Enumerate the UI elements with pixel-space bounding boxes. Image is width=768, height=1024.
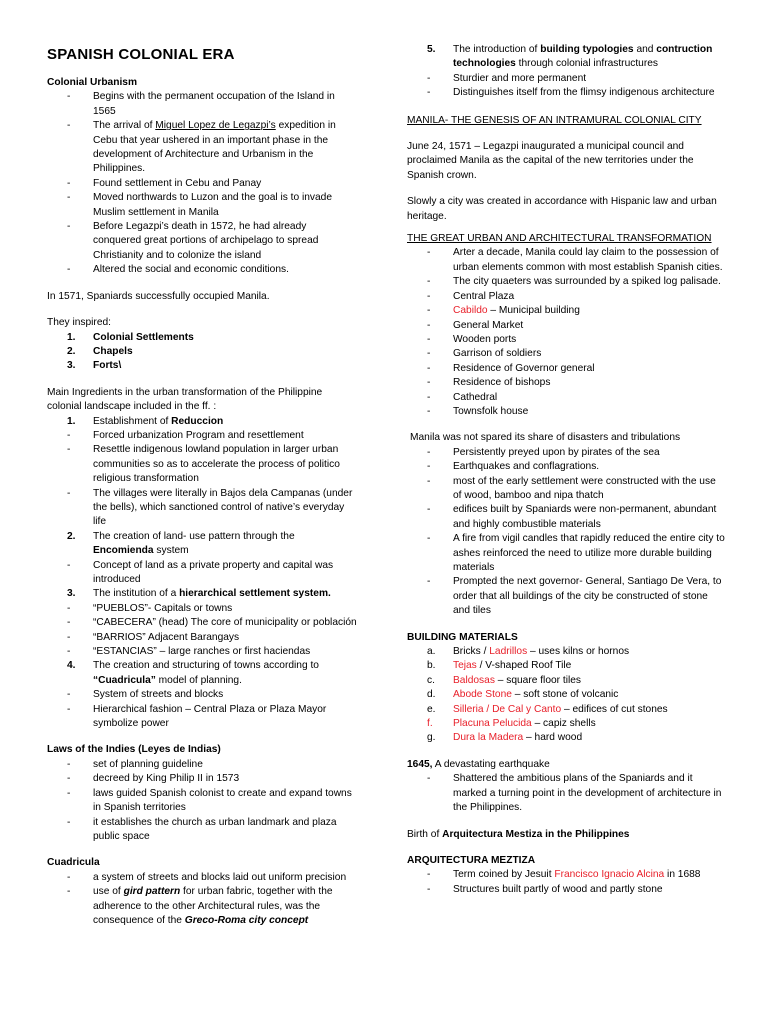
list-item: - Earthquakes and conflagrations. bbox=[427, 461, 600, 473]
list-item: 3. Forts\ bbox=[67, 360, 122, 372]
meztiza-list bbox=[407, 868, 727, 897]
item5-list bbox=[407, 43, 727, 101]
cuadricula-list bbox=[47, 871, 357, 929]
list-item: - use of gird pattern for urban fabric, together with the adherence to the other Architectural rules, was the consequence of the Greco-Roma city concept bbox=[67, 886, 333, 926]
list-item: 5. The introduction of building typologies and contruction technologies through colonial infrastructures bbox=[427, 44, 713, 70]
list-item: - Structures built partly of wood and partly stone bbox=[427, 883, 663, 895]
list-item: 2. The creation of land- use pattern through the Encomienda system bbox=[67, 530, 295, 557]
earthquake-line: 1645, A devastating earthquake bbox=[407, 758, 550, 770]
earthquake-list bbox=[407, 772, 727, 815]
colonial-urbanism-heading: Colonial Urbanism bbox=[47, 77, 138, 88]
manila-heading: MANILA- THE GENESIS OF AN INTRAMURAL COLONIAL CITY bbox=[407, 114, 702, 126]
great-transformation-heading: THE GREAT URBAN AND ARCHITECTURAL TRANSFORMATION bbox=[407, 233, 712, 245]
ingredients-list bbox=[47, 415, 357, 732]
list-item: - Forced urbanization Program and resettlement bbox=[67, 429, 304, 441]
list-item: 3. The institution of a hierarchical settlement system. bbox=[67, 588, 331, 600]
great-transformation-list bbox=[407, 246, 727, 419]
list-item: - Residence of bishops bbox=[427, 377, 551, 389]
birth-line: Birth of Arquitectura Mestiza in the Philippines bbox=[407, 828, 630, 840]
list-item: - Persistently preyed upon by pirates of the sea bbox=[427, 446, 660, 458]
list-item: f. Placuna Pelucida – capiz shells bbox=[427, 718, 596, 730]
list-item: - a system of streets and blocks laid out uniform precision bbox=[67, 871, 347, 883]
list-item: - Arter a decade, Manila could lay claim to the possession of urban elements common with most establish Spanish cities. bbox=[427, 247, 723, 273]
disasters-list bbox=[407, 446, 727, 619]
list-item: - Residence of Governor general bbox=[427, 362, 595, 374]
list-item: - laws guided Spanish colonist to create and expand towns in Spanish territories bbox=[67, 787, 352, 814]
list-item: - Central Plaza bbox=[427, 290, 515, 302]
list-item: - System of streets and blocks bbox=[67, 689, 224, 701]
list-item: e. Silleria / De Cal y Canto – edifices of cut stones bbox=[427, 703, 668, 715]
occupied-manila-text: In 1571, Spaniards successfully occupied Manila. bbox=[47, 290, 270, 302]
list-item: - The villages were literally in Bajos dela Campanas (under the bells), which sanctioned control of native’s everyday life bbox=[67, 487, 353, 528]
materials-heading: BUILDING MATERIALS bbox=[407, 631, 518, 643]
list-item: - The arrival of Miguel Lopez de Legazpi’s expedition in Cebu that year ushered in an important phase in the development of Architecture and Urbanism in the Philippines. bbox=[67, 120, 336, 175]
list-item: - Garrison of soldiers bbox=[427, 348, 542, 360]
list-item: 2. Chapels bbox=[67, 345, 133, 357]
left-column bbox=[47, 0, 357, 928]
list-item: - Found settlement in Cebu and Panay bbox=[67, 177, 262, 189]
manila-paragraph-1: June 24, 1571 – Legazpi inaugurated a municipal council and proclaimed Manila as the capital of the new territories under the Spanish crown. bbox=[407, 141, 694, 181]
list-item: - “PUEBLOS”- Capitals or towns bbox=[67, 602, 233, 614]
disasters-intro: Manila was not spared its share of disasters and tribulations bbox=[410, 432, 681, 444]
manila-paragraph-2: Slowly a city was created in accordance with Hispanic law and urban heritage. bbox=[407, 196, 717, 222]
list-item: c. Baldosas – square floor tiles bbox=[427, 674, 581, 686]
list-item: - it establishes the church as urban landmark and plaza public space bbox=[67, 816, 337, 842]
list-item: - Begins with the permanent occupation of the Island in 1565 bbox=[67, 91, 335, 117]
list-item: - Term coined by Jesuit Francisco Ignacio Alcina in 1688 bbox=[427, 869, 701, 881]
list-item: - Wooden ports bbox=[427, 333, 517, 345]
list-item: - Townsfolk house bbox=[427, 405, 529, 417]
list-item: - edifices built by Spaniards were non-permanent, abundant and highly combustible materials bbox=[427, 504, 717, 530]
list-item: - Shattered the ambitious plans of the Spaniards and it marked a turning point in the development of architecture in the Philippines. bbox=[427, 773, 722, 814]
materials-list bbox=[407, 645, 727, 746]
inspired-list bbox=[47, 331, 357, 374]
list-item: d. Abode Stone – soft stone of volcanic bbox=[427, 689, 619, 701]
list-item: a. Bricks / Ladrillos – uses kilns or hornos bbox=[427, 646, 630, 658]
colonial-urbanism-list bbox=[47, 90, 357, 277]
legazpi-name: Miguel Lopez de Legazpi’s bbox=[155, 120, 276, 132]
list-item: - Concept of land as a private property and capital was introduced bbox=[67, 559, 334, 585]
list-item: - Hierarchical fashion – Central Plaza or Plaza Mayor symbolize power bbox=[67, 703, 327, 730]
list-item: - Resettle indigenous lowland population in larger urban communities so as to accelerate the process of politico religious transformation bbox=[67, 444, 340, 485]
list-item: - The city quaeters was surrounded by a spiked log palisade. bbox=[427, 276, 721, 288]
list-item: - set of planning guideline bbox=[67, 758, 203, 770]
list-item: - Moved northwards to Luzon and the goal is to invade Muslim settlement in Manila bbox=[67, 192, 332, 218]
list-item: - Altered the social and economic conditions. bbox=[67, 264, 289, 276]
list-item: - Distinguishes itself from the flimsy indigenous architecture bbox=[427, 87, 715, 99]
list-item: - Prompted the next governor- General, Santiago De Vera, to order that all buildings of the city be constructed of stone and tiles bbox=[427, 576, 722, 617]
ingredients-intro: Main Ingredients in the urban transformation of the Philippine colonial landscape included in the ff. : bbox=[47, 386, 323, 413]
inspired-label: They inspired: bbox=[47, 317, 111, 329]
list-item: - “CABECERA” (head) The core of municipality or población bbox=[67, 617, 357, 629]
list-item: - decreed by King Philip II in 1573 bbox=[67, 773, 240, 785]
list-item: 1. Colonial Settlements bbox=[67, 331, 194, 343]
list-item: - Sturdier and more permanent bbox=[427, 72, 587, 84]
list-item: g. Dura la Madera – hard wood bbox=[427, 732, 583, 744]
list-item: - A fire from vigil candles that rapidly reduced the entire city to ashes reinforced the need to utilize more durable building materials bbox=[427, 533, 725, 573]
meztiza-heading: ARQUITECTURA MEZTIZA bbox=[407, 854, 536, 866]
list-item: - most of the early settlement were constructed with the use of wood, bamboo and nipa thatch bbox=[427, 475, 716, 501]
cuadricula-heading: Cuadricula bbox=[47, 857, 100, 869]
page-title: SPANISH COLONIAL ERA bbox=[47, 46, 235, 63]
right-column bbox=[407, 0, 727, 897]
laws-list bbox=[47, 758, 357, 844]
list-item: b. Tejas / V-shaped Roof Tile bbox=[427, 660, 572, 672]
list-item: - Cathedral bbox=[427, 391, 498, 403]
list-item: - General Market bbox=[427, 319, 524, 331]
list-item: 4. The creation and structuring of towns according to “Cuadricula” model of planning. bbox=[67, 660, 319, 686]
list-item: - “BARRIOS” Adjacent Barangays bbox=[67, 631, 240, 643]
list-item: - Cabildo – Municipal building bbox=[427, 305, 580, 317]
list-item: 1. Establishment of Reduccion bbox=[67, 415, 224, 427]
list-item: - Before Legazpi’s death in 1572, he had already conquered great portions of archipelago to spread Christianity and to colonize the island bbox=[67, 221, 319, 261]
list-item: - “ESTANCIAS” – large ranches or first haciendas bbox=[67, 646, 311, 658]
laws-heading: Laws of the Indies (Leyes de Indias) bbox=[47, 744, 221, 756]
